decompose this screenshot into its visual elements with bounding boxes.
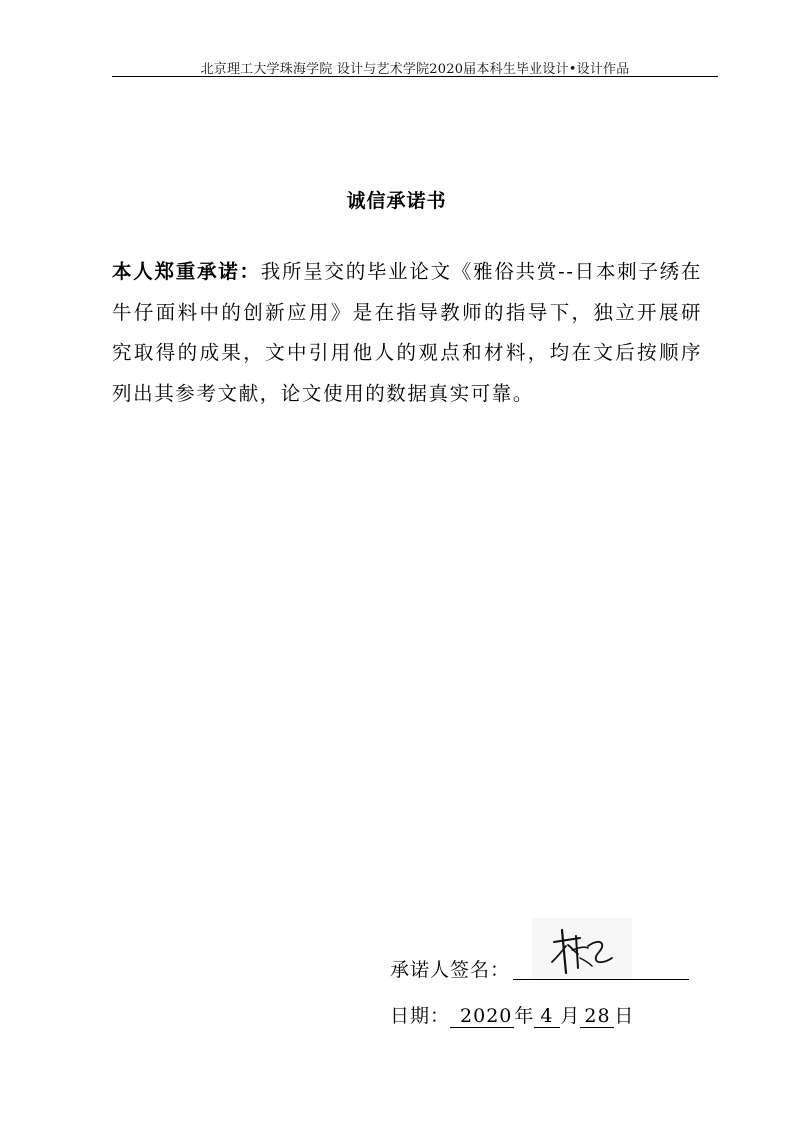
date-month-unit: 月: [560, 1005, 581, 1027]
date-day-unit: 日: [614, 1005, 635, 1027]
handwritten-signature: [532, 918, 632, 978]
signature-label: 承诺人签名：: [390, 959, 511, 981]
pledge-text: 我所呈交的毕业论文《雅俗共赏--日本刺子绣在牛仔面料中的创新应用》是在指导教师的指导下，独立开展研究取得的成果，文中引用他人的观点和材料，均在文后按顺序列出其参考文献，论文使用的数据真实可靠。: [112, 260, 702, 405]
document-title: 诚信承诺书: [346, 190, 447, 212]
date-year-unit: 年: [514, 1005, 535, 1027]
date-day: 28: [580, 1005, 614, 1028]
signature-image: [532, 918, 632, 978]
date-month: 4: [534, 1005, 560, 1028]
date-row: [390, 1001, 634, 1028]
date-label: 日期：: [390, 1005, 451, 1027]
pledge-lead: 本人郑重承诺：: [112, 260, 261, 283]
pledge-paragraph: [112, 252, 702, 414]
signature-row: [390, 955, 510, 985]
date-year: 2020: [450, 1005, 514, 1028]
signature-line: [513, 979, 689, 980]
running-header: 北京理工大学珠海学院 设计与艺术学院2020届本科生毕业设计•设计作品: [200, 62, 630, 77]
header-divider: [112, 76, 718, 77]
